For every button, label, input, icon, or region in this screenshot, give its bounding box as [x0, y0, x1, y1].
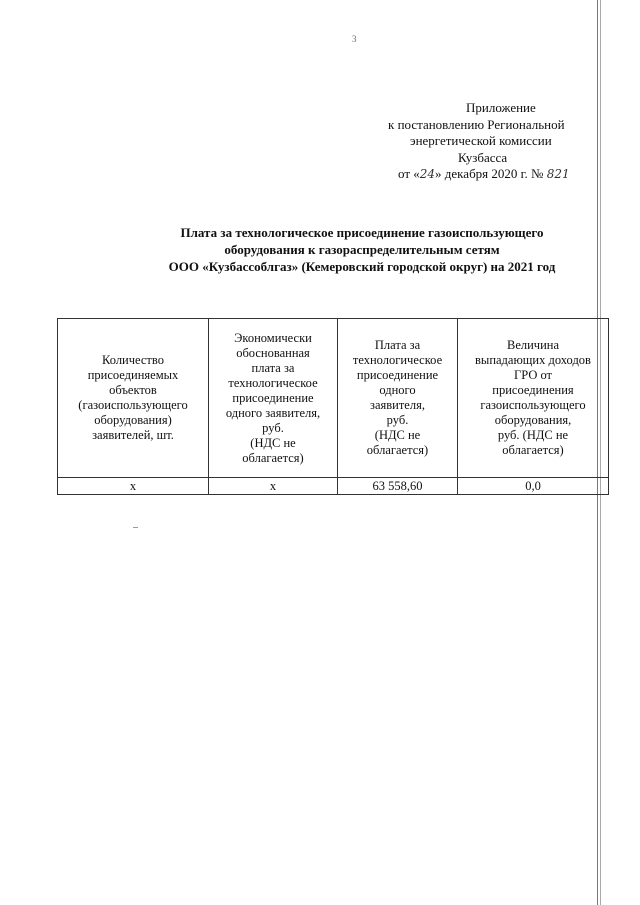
document-title: [100, 224, 624, 275]
scan-mark: [133, 527, 138, 528]
table-cell: 0,0: [458, 478, 609, 495]
approval-line: энергетической комиссии: [410, 133, 552, 148]
approval-date-line: [380, 166, 610, 183]
title-line: ООО «Кузбассоблгаз» (Кемеровский городской округ) на 2021 год: [168, 259, 556, 274]
date-prefix: от «: [398, 166, 420, 181]
header-cell: Экономически обоснованная плата за технологическое присоединение одного заявителя, руб. (НДС не облагается): [209, 319, 338, 478]
header-cell: Количество присоединяемых объектов (газоиспользующего оборудования) заявителей, шт.: [58, 319, 209, 478]
title-line: оборудования к газораспределительным сетям: [224, 242, 500, 257]
header-cell: Величина выпадающих доходов ГРО от присоединения газоиспользующего оборудования, руб. (НДС не облагается): [458, 319, 609, 478]
table-cell: 63 558,60: [338, 478, 458, 495]
title-line: Плата за технологическое присоединение газоиспользующего: [180, 225, 544, 240]
date-suffix: » декабря 2020 г. №: [435, 166, 544, 181]
approval-block: [380, 100, 610, 183]
approval-line: к постановлению Региональной: [388, 116, 565, 132]
table-cell: х: [58, 478, 209, 495]
page-number: 3: [352, 34, 357, 44]
header-cell: Плата за технологическое присоединение одного заявителя, руб. (НДС не облагается): [338, 319, 458, 478]
table-cell: х: [209, 478, 338, 495]
table-row: [58, 478, 609, 495]
approval-line: Кузбасса: [458, 149, 508, 165]
decree-number: 821: [546, 167, 570, 181]
table-header-row: [58, 319, 609, 478]
approval-line: Приложение: [466, 100, 536, 115]
date-day: 24: [419, 167, 436, 181]
fee-table: [57, 318, 609, 495]
